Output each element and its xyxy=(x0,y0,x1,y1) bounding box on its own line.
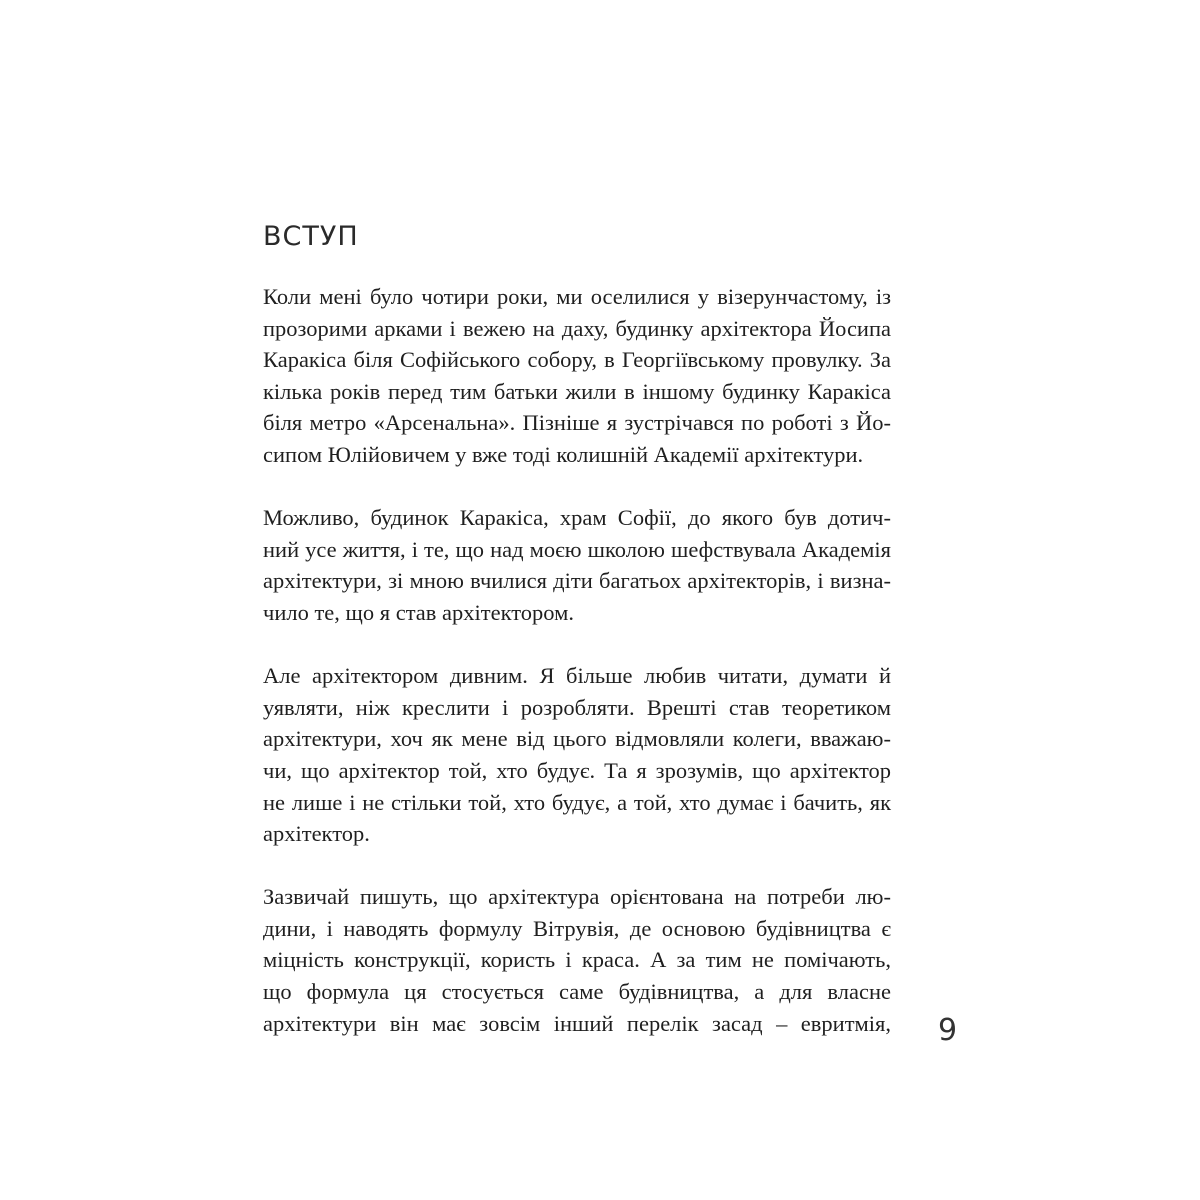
text-line: сипом Юлійовичем у вже тоді колишній Академії архітектури. xyxy=(263,441,864,467)
paragraph xyxy=(263,281,891,471)
text-line: Каракіса біля Софійського собору, в Георгіївському провулку. За xyxy=(263,347,891,373)
text-line: уявляти, ніж креслити і розробляти. Врешті став теоретиком xyxy=(263,694,891,720)
text-line: міцність конструкції, користь і краса. А за тим не помічають, xyxy=(263,947,891,973)
text-line: архітектури він має зовсім інший перелік засад – евритмія, xyxy=(263,1010,891,1036)
text-line: чи, що архітектор той, хто будує. Та я зрозумів, що архітектор xyxy=(263,757,891,783)
text-line: прозорими арками і вежею на даху, будинку архітектора Йосипа xyxy=(263,315,891,341)
chapter-title: ВСТУП xyxy=(263,221,359,252)
text-line: що формула ця стосується саме будівництва, а для власне xyxy=(263,979,891,1005)
text-line: дини, і наводять формулу Вітрувія, де основою будівництва є xyxy=(263,915,891,941)
paragraph xyxy=(263,502,891,628)
text-line: архітектор. xyxy=(263,821,370,847)
text-line: Але архітектором дивним. Я більше любив читати, думати й xyxy=(263,663,891,689)
text-line: Коли мені було чотири роки, ми оселилися у візерунчастому, із xyxy=(263,284,891,309)
text-line: Зазвичай пишуть, що архітектура орієнтована на потреби лю- xyxy=(263,884,891,910)
paragraph xyxy=(263,881,891,1039)
text-line: архітектури, зі мною вчилися діти багатьох архітекторів, і визна- xyxy=(263,568,891,594)
paragraph xyxy=(263,660,891,850)
text-line: біля метро «Арсенальна». Пізніше я зустрічався по роботі з Йо- xyxy=(263,410,891,436)
text-line: Можливо, будинок Каракіса, храм Софії, до якого був дотич- xyxy=(263,505,891,531)
text-line: кілька років перед тим батьки жили в іншому будинку Каракіса xyxy=(263,378,891,404)
body-text xyxy=(263,281,891,1071)
text-line: не лише і не стільки той, хто будує, а той, хто думає і бачить, як xyxy=(263,789,891,815)
text-line: ний усе життя, і те, що над моєю школою шефствувала Академія xyxy=(263,536,891,562)
text-line: архітектури, хоч як мене від цього відмовляли колеги, вважаю- xyxy=(263,726,891,752)
text-line: чило те, що я став архітектором. xyxy=(263,599,574,625)
page-number: 9 xyxy=(938,1013,958,1048)
